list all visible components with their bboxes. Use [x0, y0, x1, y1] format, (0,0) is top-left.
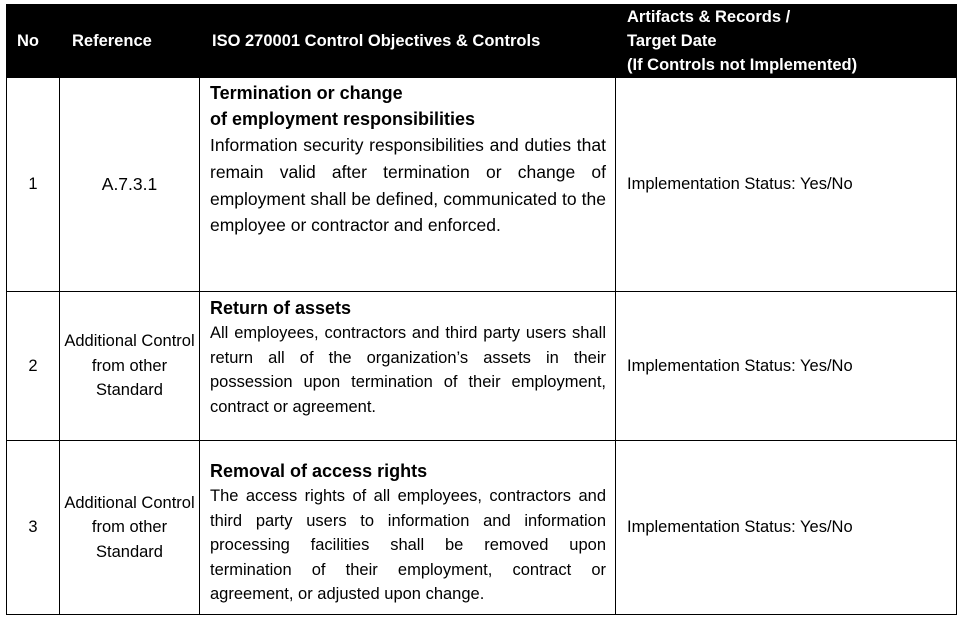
- table-row: [7, 441, 957, 615]
- control-description: Information security responsibilities and duties that remain valid after termination or change of employment shall be defined, communicated to the employee or contractor and enforced.: [210, 135, 606, 236]
- header-reference: Reference: [60, 5, 200, 78]
- row-number: 3: [7, 441, 60, 615]
- row-status: Implementation Status: Yes/No: [616, 292, 957, 441]
- table-row: [7, 292, 957, 441]
- control-title-line1: Termination or change: [210, 83, 403, 103]
- control-description: All employees, contractors and third party users shall return all of the organization’s assets in their possession upon termination of their employment, contract or agreement.: [210, 324, 606, 416]
- header-artifacts-line3: (If Controls not Implemented): [627, 56, 858, 74]
- header-artifacts-line1: Artifacts & Records /: [627, 8, 791, 26]
- row-control: [200, 292, 616, 441]
- row-reference: Additional Control from other Standard: [60, 292, 200, 441]
- row-status: Implementation Status: Yes/No: [616, 441, 957, 615]
- header-row: [7, 5, 957, 78]
- row-control: [200, 441, 616, 615]
- row-control: [200, 78, 616, 292]
- row-number: 2: [7, 292, 60, 441]
- control-title-line2: of employment responsibilities: [210, 109, 476, 129]
- control-description: The access rights of all employees, contractors and third party users to information and information processing facilities shall be removed upon termination of their employment, contract or agreement, or adjusted upon change.: [210, 487, 606, 604]
- row-number: 1: [7, 78, 60, 292]
- iso-controls-table: [6, 4, 957, 615]
- table-header: [7, 5, 957, 78]
- table-row: [7, 78, 957, 292]
- header-no: No: [7, 5, 60, 78]
- control-title: Removal of access rights: [210, 461, 428, 482]
- header-controls: ISO 270001 Control Objectives & Controls: [200, 5, 616, 78]
- table-body: [7, 78, 957, 615]
- header-artifacts-line2: Target Date: [627, 32, 717, 50]
- row-reference: A.7.3.1: [60, 78, 200, 292]
- row-reference: Additional Control from other Standard: [60, 441, 200, 615]
- header-artifacts: [616, 5, 957, 78]
- control-title: Return of assets: [210, 298, 352, 318]
- row-status: Implementation Status: Yes/No: [616, 78, 957, 292]
